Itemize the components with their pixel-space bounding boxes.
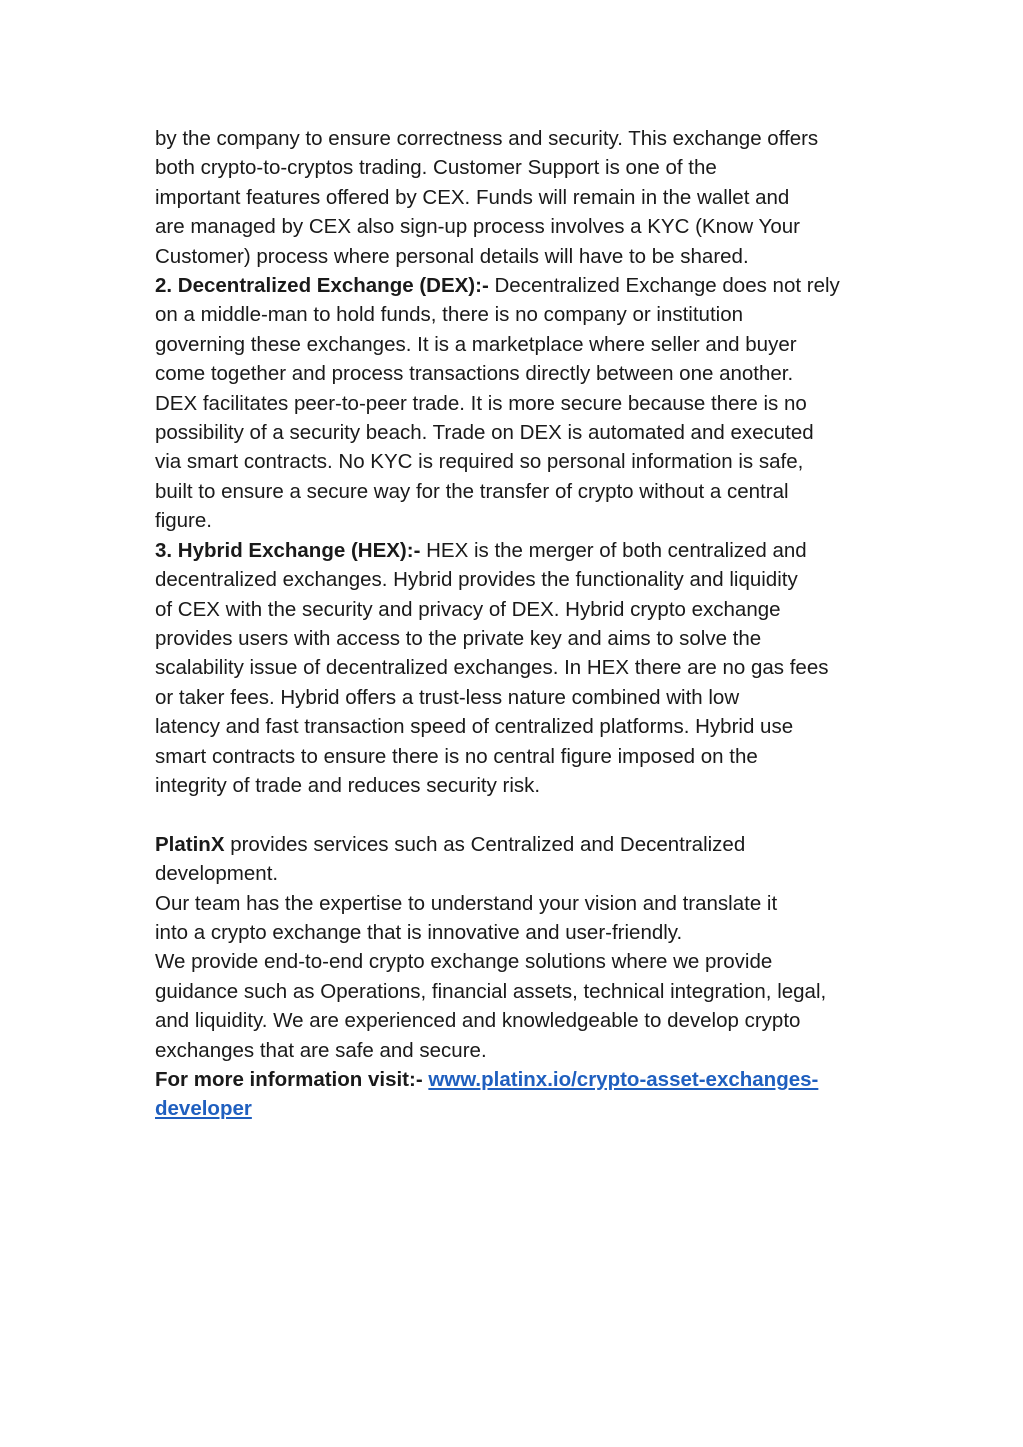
text-line: via smart contracts. No KYC is required so personal information is safe,	[155, 450, 804, 474]
text-line: exchanges that are safe and secure.	[155, 1038, 487, 1062]
text-line: or taker fees. Hybrid offers a trust-less nature combined with low	[155, 685, 740, 709]
text-line: are managed by CEX also sign-up process involves a KYC (Know Your	[155, 215, 800, 239]
website-link[interactable]: www.platinx.io/crypto-asset-exchanges-	[428, 1067, 819, 1091]
text-line: figure.	[155, 509, 212, 533]
website-link-continued[interactable]: developer	[155, 1097, 252, 1121]
brand-name: PlatinX	[155, 832, 225, 856]
text-line: both crypto-to-cryptos trading. Customer Support is one of the	[155, 156, 717, 180]
text-line: latency and fast transaction speed of centralized platforms. Hybrid use	[155, 715, 794, 739]
text-line: governing these exchanges. It is a marketplace where seller and buyer	[155, 332, 797, 356]
link-continuation-line	[155, 1094, 885, 1123]
dex-heading: 2. Decentralized Exchange (DEX):-	[155, 274, 489, 298]
more-info-label: For more information visit:-	[155, 1067, 423, 1091]
text-line: possibility of a security beach. Trade on DEX is automated and executed	[155, 421, 814, 445]
text-line: Our team has the expertise to understand your vision and translate it	[155, 891, 778, 915]
text-line: integrity of trade and reduces security risk.	[155, 773, 541, 797]
text-line: smart contracts to ensure there is no central figure imposed on the	[155, 744, 758, 768]
text-line: on a middle-man to hold funds, there is no company or institution	[155, 303, 743, 327]
text-line: decentralized exchanges. Hybrid provides the functionality and liquidity	[155, 568, 798, 592]
text-line: development.	[155, 862, 279, 886]
dex-heading-line	[155, 271, 885, 300]
hex-intro-text: HEX is the merger of both centralized and	[420, 538, 807, 562]
text-line: built to ensure a secure way for the transfer of crypto without a central	[155, 479, 789, 503]
text-line: important features offered by CEX. Funds will remain in the wallet and	[155, 185, 790, 209]
platinx-intro-text: provides services such as Centralized and Decentralized	[224, 832, 746, 856]
hex-heading: 3. Hybrid Exchange (HEX):-	[155, 538, 421, 562]
text-line: DEX facilitates peer-to-peer trade. It is more secure because there is no	[155, 391, 807, 415]
text-line: of CEX with the security and privacy of DEX. Hybrid crypto exchange	[155, 597, 781, 621]
platinx-intro-line	[155, 830, 885, 859]
dex-intro-text: Decentralized Exchange does not rely	[488, 274, 840, 298]
text-line: come together and process transactions directly between one another.	[155, 362, 794, 386]
paragraph-spacer	[155, 800, 885, 829]
text-line: into a crypto exchange that is innovative and user-friendly.	[155, 920, 683, 944]
text-line: We provide end-to-end crypto exchange solutions where we provide	[155, 950, 773, 974]
hex-heading-line	[155, 536, 885, 565]
text-line: provides users with access to the private key and aims to solve the	[155, 626, 762, 650]
document-body	[155, 124, 885, 1124]
text-line: by the company to ensure correctness and security. This exchange offers	[155, 127, 819, 150]
text-line: scalability issue of decentralized exchanges. In HEX there are no gas fees	[155, 656, 829, 680]
text-line: guidance such as Operations, financial assets, technical integration, legal,	[155, 979, 827, 1003]
text-line: and liquidity. We are experienced and knowledgeable to develop crypto	[155, 1009, 801, 1033]
text-line: Customer) process where personal details will have to be shared.	[155, 244, 749, 268]
more-info-line	[155, 1065, 885, 1094]
